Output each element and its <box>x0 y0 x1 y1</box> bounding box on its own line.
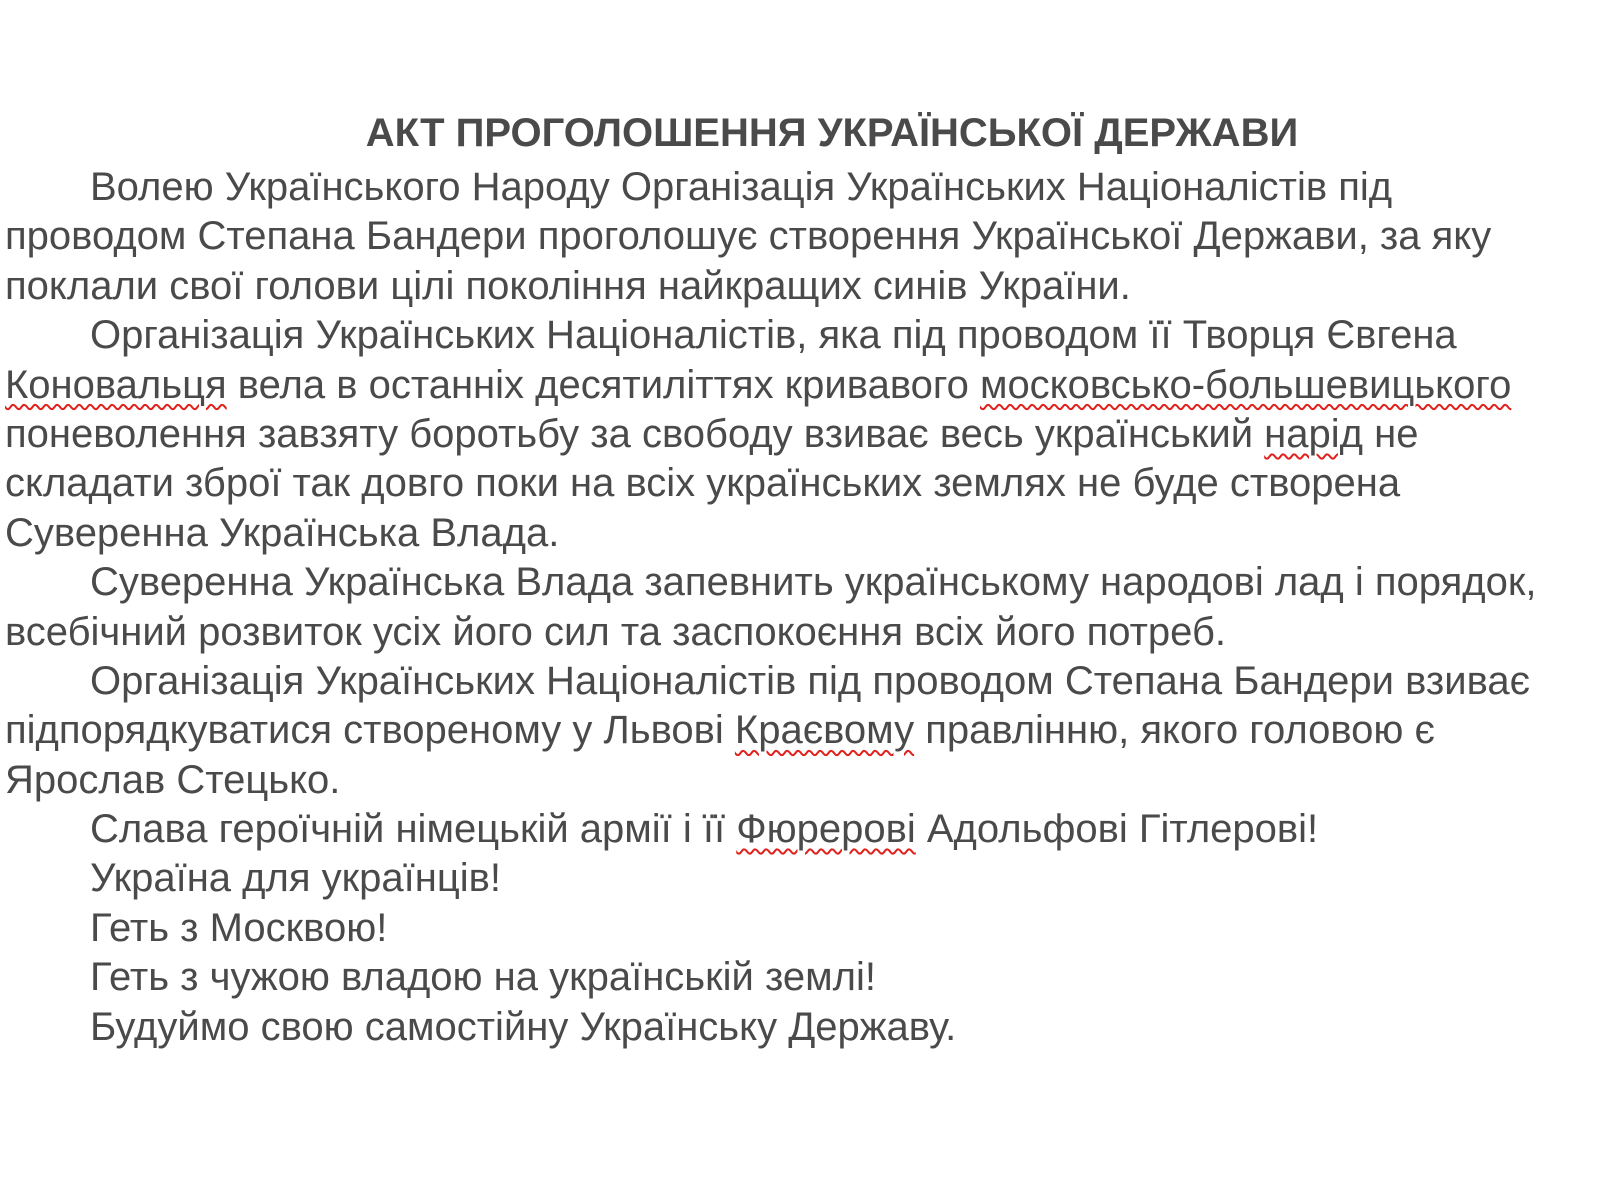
text-segment: Суверенна Українська Влада. <box>5 510 560 555</box>
text-line <box>5 558 1600 607</box>
text-segment: поневолення завзяту боротьбу за свободу взиває весь український <box>5 411 1265 456</box>
spellcheck-flagged-word: Фюрерові <box>736 807 916 852</box>
text-segment: Слава героїчній німецькій армії і її <box>90 807 737 852</box>
text-segment: вела в останніх десятиліттях кривавого <box>226 362 980 407</box>
text-line <box>5 311 1600 360</box>
text-segment: всебічний розвиток усіх його сил та заспокоєння всіх його потреб. <box>5 609 1226 654</box>
text-segment: Україна для українців! <box>90 856 501 901</box>
text-segment: проводом Степана Бандери проголошує створення Української Держави, за яку <box>5 214 1492 259</box>
spellcheck-flagged-word: московсько-большевицького <box>979 362 1512 407</box>
text-line <box>5 657 1600 706</box>
text-line <box>5 1003 1600 1052</box>
text-line <box>5 410 1600 459</box>
text-line <box>5 854 1600 903</box>
text-segment: Геть з Москвою! <box>90 905 388 950</box>
text-segment: Геть з чужою владою на українській землі! <box>90 955 876 1000</box>
text-line <box>5 262 1600 311</box>
text-line <box>5 163 1600 212</box>
text-line <box>5 608 1600 657</box>
document-body <box>5 163 1600 1052</box>
spellcheck-flagged-word: Краєвому <box>734 708 915 753</box>
text-segment: Волею Українського Народу Організація Українських Націоналістів під <box>90 165 1393 209</box>
text-line <box>5 361 1600 410</box>
text-line <box>5 459 1600 508</box>
spellcheck-flagged-word: Коновальця <box>5 362 227 407</box>
text-line <box>5 904 1600 953</box>
text-line <box>5 212 1600 261</box>
text-segment: Суверенна Українська Влада запевнить українському народові лад і порядок, <box>90 560 1537 605</box>
text-segment: Ярослав Стецько. <box>5 757 341 802</box>
text-line <box>5 756 1600 805</box>
text-segment: підпорядкуватися створеному у Львові <box>5 708 735 753</box>
spellcheck-flagged-word: нарід <box>1264 411 1363 456</box>
text-segment: Організація Українських Націоналістів, яка під проводом її Творця Євгена <box>90 313 1457 358</box>
text-segment: Адольфові Гітлерові! <box>915 807 1319 852</box>
text-segment: Організація Українських Націоналістів під проводом Степана Бандери взиває <box>90 658 1531 703</box>
text-segment: поклали свої голови цілі покоління найкращих синів України. <box>5 263 1131 308</box>
text-segment: складати зброї так довго поки на всіх українських землях не буде створена <box>5 461 1401 506</box>
text-line <box>5 706 1600 755</box>
text-segment: не <box>1362 411 1419 456</box>
text-line <box>5 805 1600 854</box>
text-segment: Будуймо свою самостійну Українську Державу. <box>90 1004 957 1049</box>
document-title: АКТ ПРОГОЛОШЕННЯ УКРАЇНСЬКОЇ ДЕРЖАВИ <box>365 111 1299 155</box>
text-line <box>5 953 1600 1002</box>
text-segment: правлінню, якого головою є <box>914 708 1435 753</box>
text-line <box>5 509 1600 558</box>
